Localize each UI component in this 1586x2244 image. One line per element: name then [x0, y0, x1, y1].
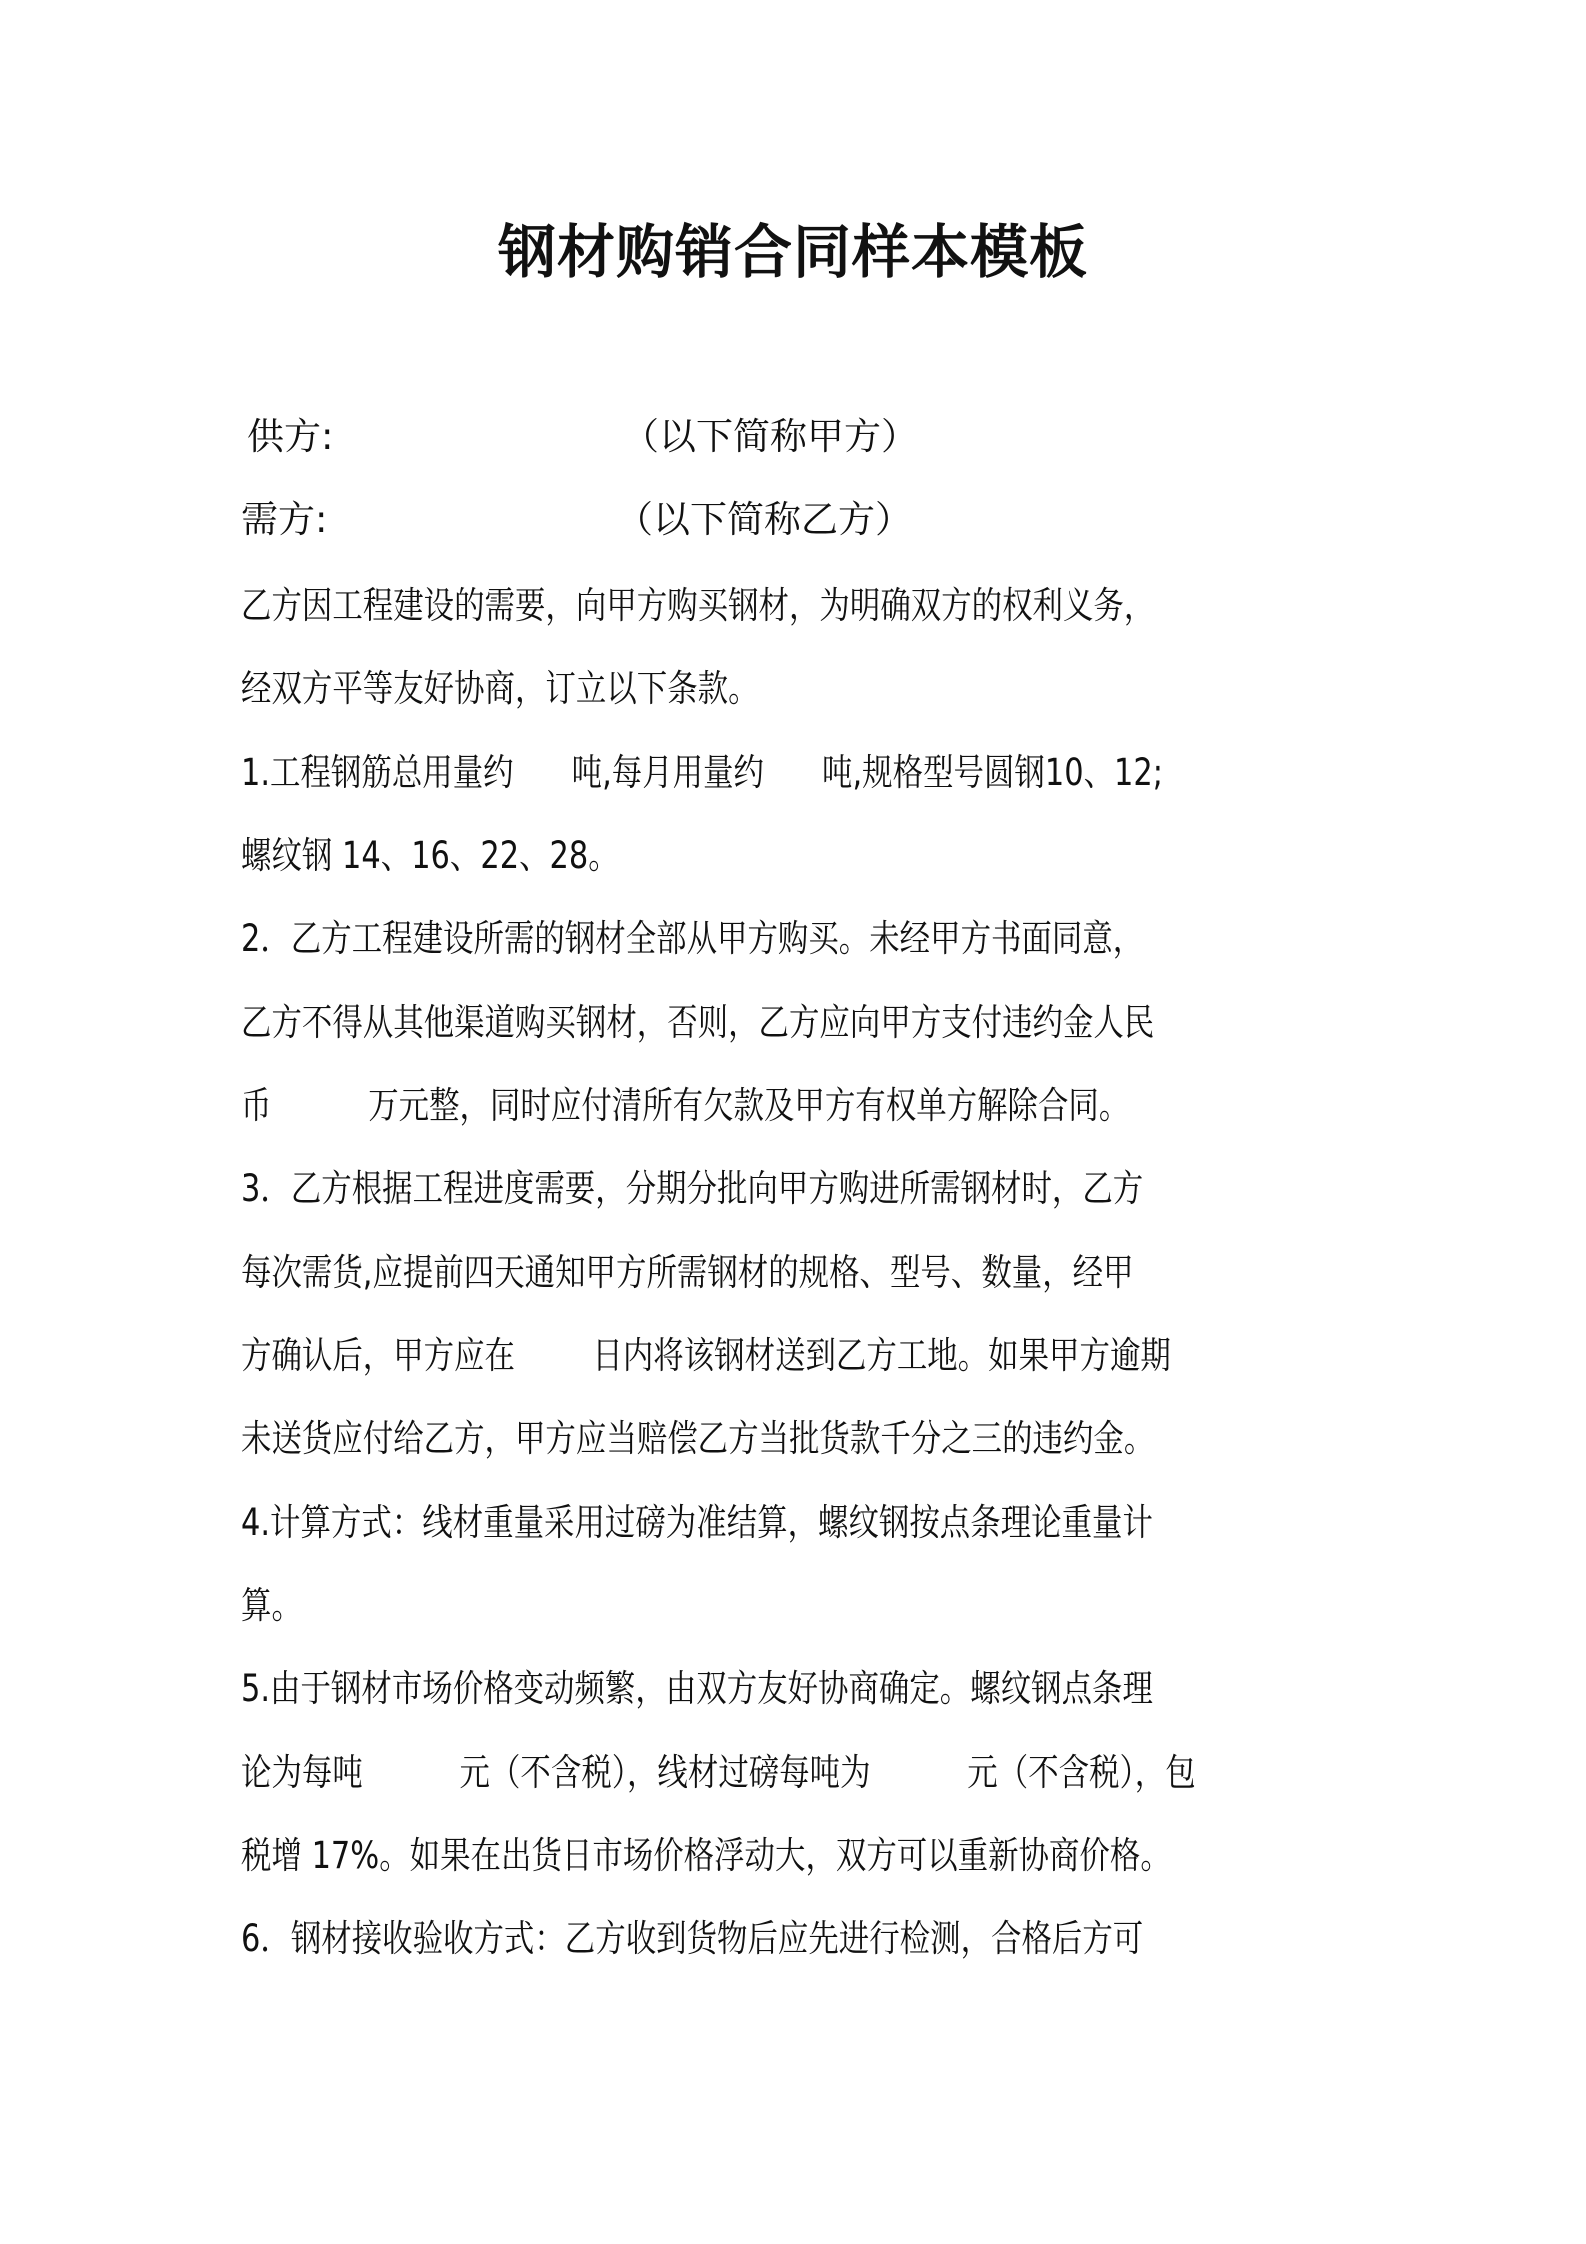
buyer-label: 需方:: [241, 498, 328, 541]
text-line: 乙方不得从其他渠道购买钢材，否则，乙方应向甲方支付违约金人民: [241, 1001, 1155, 1044]
supplier-note: （以下简称甲方）: [622, 415, 918, 458]
text-line: 2．乙方工程建设所需的钢材全部从甲方购买。未经甲方书面同意，: [241, 917, 1144, 960]
text-line: 算。: [241, 1584, 302, 1627]
text-line: 5.由于钢材市场价格变动频繁，由双方友好协商确定。螺纹钢点条理: [241, 1667, 1153, 1710]
text-line: 6．钢材接收验收方式：乙方收到货物后应先进行检测，合格后方可: [241, 1917, 1144, 1960]
text-line: 经双方平等友好协商，订立以下条款。: [241, 667, 759, 710]
text-line: 4.计算方式：线材重量采用过磅为准结算，螺纹钢按点条理论重量计: [241, 1501, 1153, 1544]
text-line: 螺纹钢 14、16、22、28。: [241, 834, 619, 877]
text-line: 币 万元整，同时应付清所有欠款及甲方有权单方解除合同。: [241, 1084, 1130, 1127]
text-line: 1.工程钢筋总用量约 吨,每月用量约 吨,规格型号圆钢10、12;: [241, 751, 1164, 794]
text-line: 未送货应付给乙方，甲方应当赔偿乙方当批货款千分之三的违约金。: [241, 1417, 1155, 1460]
text-line: 方确认后，甲方应在 日内将该钢材送到乙方工地。如果甲方逾期: [241, 1334, 1171, 1377]
text-line: 论为每吨 元（不含税），线材过磅每吨为 元（不含税），包: [241, 1751, 1196, 1794]
supplier-label: 供方:: [247, 415, 334, 458]
page-title: 钢材购销合同样本模板: [497, 218, 1088, 286]
supplier-line: [247, 412, 1347, 462]
text-line: 税增 17%。如果在出货日市场价格浮动大，双方可以重新协商价格。: [241, 1834, 1171, 1877]
buyer-note: （以下简称乙方）: [616, 498, 912, 541]
buyer-line: [241, 495, 1341, 545]
text-line: 3．乙方根据工程进度需要，分期分批向甲方购进所需钢材时，乙方: [241, 1167, 1144, 1210]
text-line: 每次需货,应提前四天通知甲方所需钢材的规格、型号、数量，经甲: [241, 1251, 1134, 1294]
text-line: 乙方因工程建设的需要，向甲方购买钢材，为明确双方的权利义务，: [241, 584, 1155, 627]
